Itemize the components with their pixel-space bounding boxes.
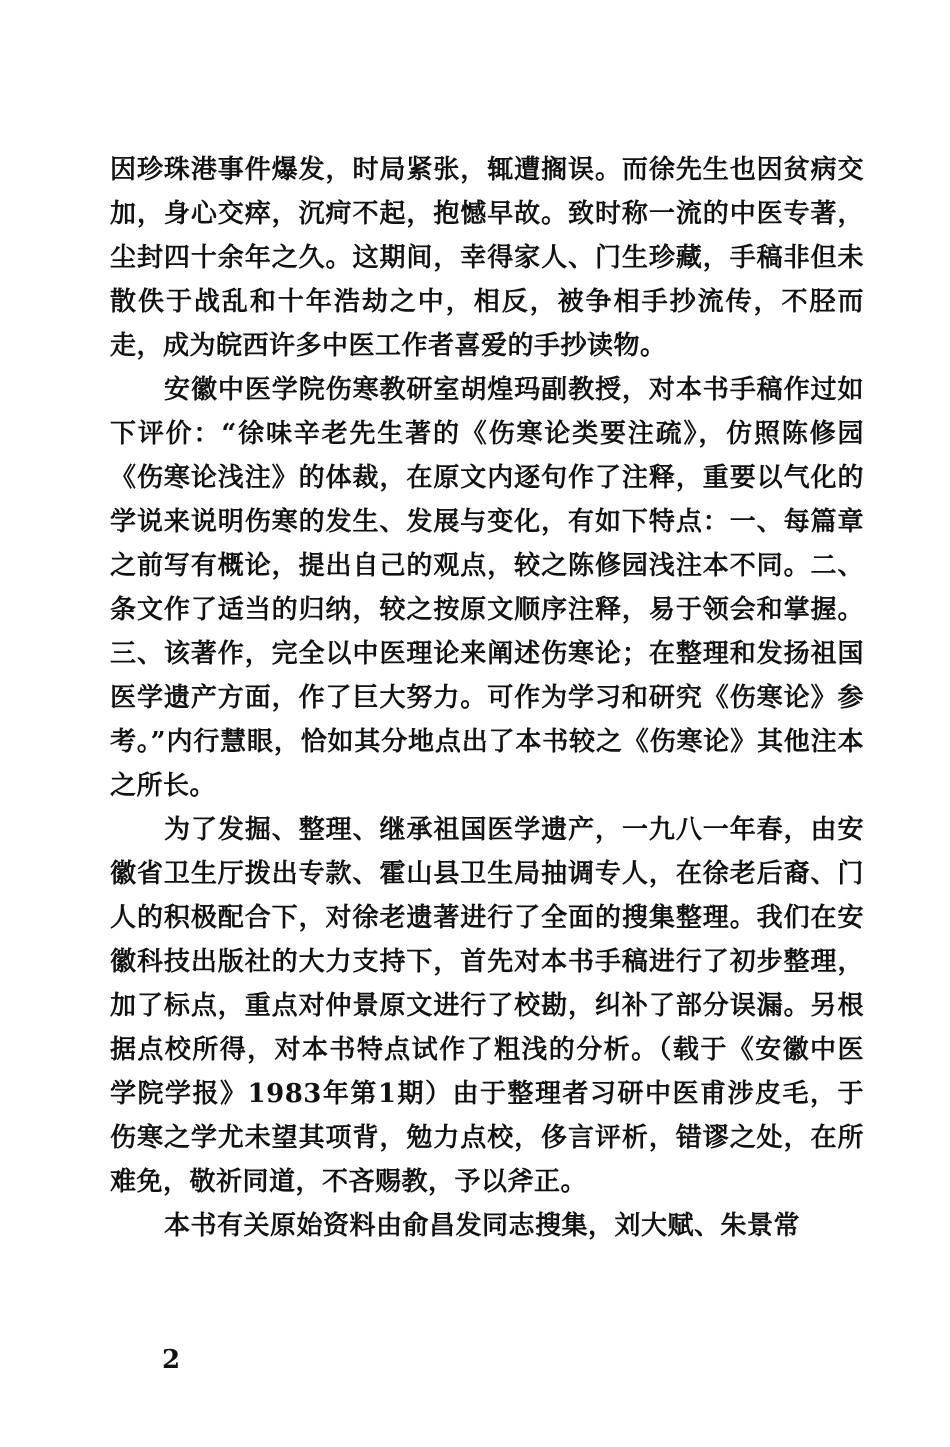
paragraph-4: 本书有关原始资料由俞昌发同志搜集，刘大赋、朱景常 bbox=[164, 1211, 801, 1241]
body-text bbox=[110, 148, 864, 1248]
paragraph-3: 为了发掘、整理、继承祖国医学遗产，一九八一年春，由安徽省卫生厅拨出专款、霍山县卫生局抽调专人，在徐老后裔、门人的积极配合下，对徐老遗著进行了全面的搜集整理。我们在安徽科技出版社的大力支持下，首先对本书手稿进行了初步整理，加了标点，重点对仲景原文进行了校勘，纠补了部分误漏。另根据点校所得，对本书特点试作了粗浅的分析。（载于《安徽中医学院学报》1983年第1期）由于整理者习研中医甫涉皮毛，于伤寒之学尤未望其项背，勉力点校，侈言评析，错谬之处，在所难免，敬祈同道，不吝赐教，予以斧正。 bbox=[110, 815, 864, 1197]
page-number: 2 bbox=[162, 1345, 181, 1375]
paragraph-1: 因珍珠港事件爆发，时局紧张，辄遭搁误。而徐先生也因贫病交加，身心交瘁，沉疴不起，抱憾早故。致时称一流的中医专著，尘封四十余年之久。这期间，幸得家人、门生珍藏，手稿非但未散佚于战乱和十年浩劫之中，相反，被争相手抄流传，不胫而走，成为皖西许多中医工作者喜爱的手抄读物。 bbox=[110, 155, 864, 361]
paragraph-2: 安徽中医学院伤寒教研室胡煌玛副教授，对本书手稿作过如下评价：“徐味辛老先生著的《伤寒论类要注疏》，仿照陈修园《伤寒论浅注》的体裁，在原文内逐句作了注释，重要以气化的学说来说明伤寒的发生、发展与变化，有如下特点：一、每篇章之前写有概论，提出自己的观点，较之陈修园浅注本不同。二、条文作了适当的归纳，较之按原文顺序注释，易于领会和掌握。三、该著作，完全以中医理论来阐述伤寒论；在整理和发扬祖国医学遗产方面，作了巨大努力。可作为学习和研究《伤寒论》参考。”内行慧眼，恰如其分地点出了本书较之《伤寒论》其他注本之所长。 bbox=[110, 375, 864, 801]
